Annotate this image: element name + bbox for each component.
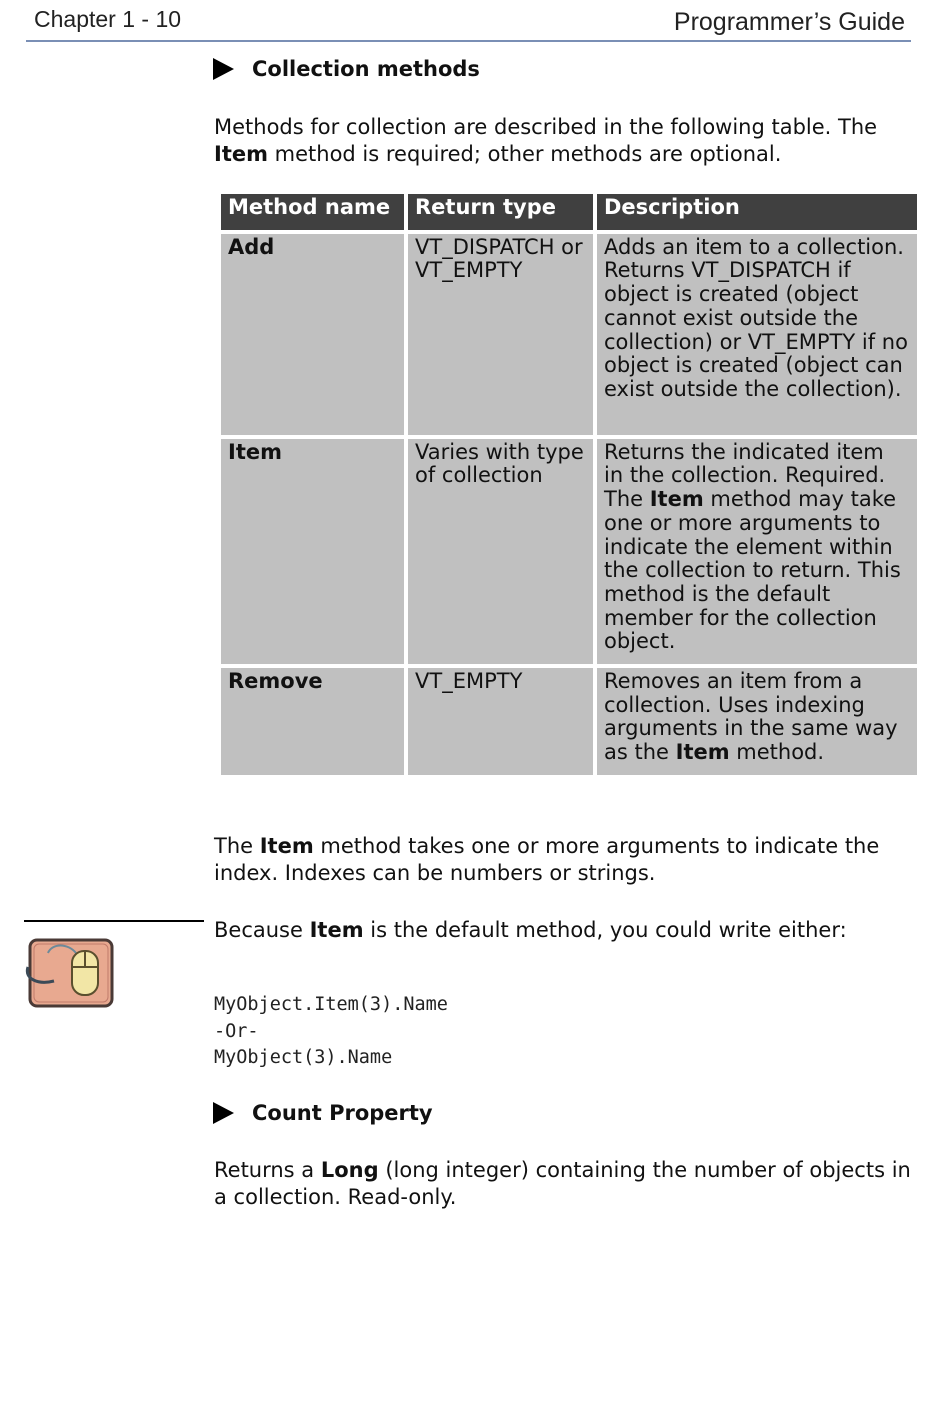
table-row	[221, 234, 917, 435]
desc-text-1: Returns the indicated item in the collection. Required. The	[604, 439, 886, 512]
chapter-label: Chapter 1 - 10	[34, 6, 182, 32]
section-title: Count Property	[252, 1101, 433, 1125]
return-type-cell: Varies with type of collection	[408, 439, 593, 664]
desc-bold-item: Item	[675, 740, 730, 765]
intro-bold-item: Item	[214, 142, 268, 166]
desc-text-1: Removes an item from a collection. Uses indexing arguments in the same way as the	[604, 669, 898, 765]
para-bold-item: Item	[259, 834, 314, 858]
triangle-arrow-icon	[213, 1102, 234, 1124]
index-paragraph	[214, 833, 914, 887]
para-text-2: (long integer) containing the number of objects in a collection. Read-only.	[214, 1158, 911, 1209]
para-text-1: The	[214, 834, 260, 858]
para-bold-long: Long	[320, 1158, 379, 1182]
side-note-rule	[24, 920, 204, 922]
para-text-1: Returns a	[214, 1158, 321, 1182]
section-title: Collection methods	[252, 57, 480, 81]
table-row	[221, 439, 917, 664]
code-line: MyObject(3).Name	[214, 1047, 393, 1068]
header-rule	[26, 40, 911, 42]
description-cell	[597, 668, 917, 775]
intro-text-1: Methods for collection are described in the following table. The	[214, 115, 878, 139]
count-paragraph	[214, 1157, 914, 1211]
return-type-cell: VT_DISPATCH or VT_EMPTY	[408, 234, 593, 435]
return-type-cell: VT_EMPTY	[408, 668, 593, 775]
methods-table	[217, 190, 921, 779]
para-text-2: method takes one or more arguments to indicate the index. Indexes can be numbers or strings.	[214, 834, 880, 885]
method-name-cell: Add	[221, 234, 404, 435]
code-sample	[214, 992, 448, 1072]
triangle-arrow-icon	[213, 58, 234, 80]
description-cell	[597, 439, 917, 664]
method-name-cell: Remove	[221, 668, 404, 775]
table-row	[221, 668, 917, 775]
guide-title: Programmer’s Guide	[673, 8, 905, 36]
table-header-row	[221, 194, 917, 230]
desc-text-2: method.	[729, 740, 825, 765]
code-line: MyObject.Item(3).Name	[214, 994, 448, 1015]
section-heading-count-property	[213, 1101, 433, 1125]
intro-paragraph	[214, 114, 914, 168]
section-heading-collection-methods	[213, 57, 480, 81]
intro-text-2: method is required; other methods are optional.	[267, 142, 782, 166]
para-text-1: Because	[214, 918, 310, 942]
desc-bold-item: Item	[649, 487, 704, 512]
method-name-cell: Item	[221, 439, 404, 664]
column-header-description: Description	[597, 194, 917, 230]
column-header-return-type: Return type	[408, 194, 593, 230]
desc-text-2: method may take one or more arguments to indicate the element within the collection to return. This method is the default member for the collection object.	[604, 487, 901, 654]
code-line: -Or-	[214, 1020, 259, 1042]
description-cell: Adds an item to a collection. Returns VT_DISPATCH if object is created (object cannot exist outside the collection) or VT_EMPTY if no object is created (object can exist outside the collection).	[597, 234, 917, 435]
column-header-method-name: Method name	[221, 194, 404, 230]
default-method-paragraph	[214, 917, 914, 944]
para-text-2: is the default method, you could write either:	[363, 918, 847, 942]
para-bold-item: Item	[309, 918, 364, 942]
mouse-note-icon	[24, 937, 116, 1015]
